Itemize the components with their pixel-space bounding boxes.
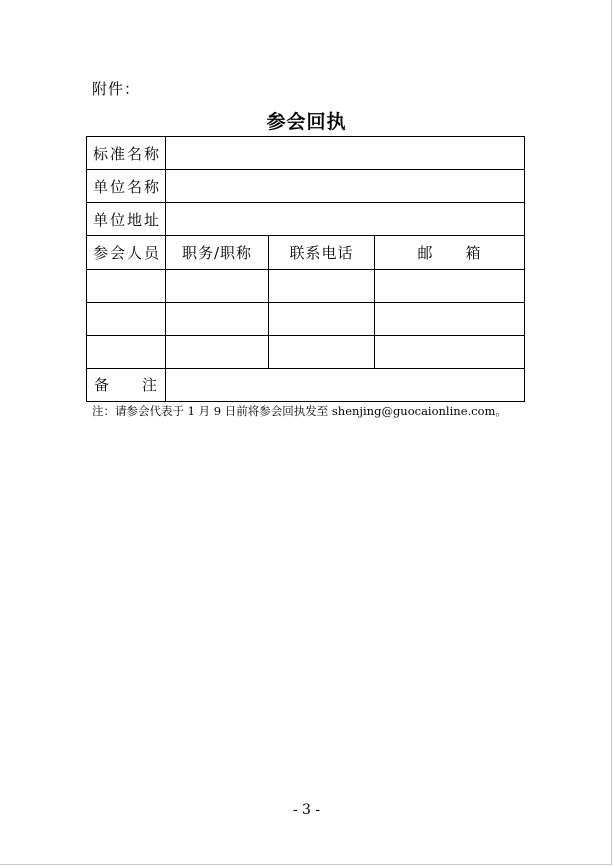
remarks-field[interactable] [166, 368, 525, 401]
attendee-row [87, 269, 525, 302]
attendee-phone-cell[interactable] [269, 269, 375, 302]
form-title: 参会回执 [266, 111, 347, 133]
remarks-label: 备 注 [87, 368, 166, 401]
submission-note: 注：请参会代表于 1 月 9 日前将参会回执发至 shenjing@guocaionline.com。 [92, 404, 507, 418]
standard-name-field[interactable] [166, 137, 525, 170]
reply-form-table [86, 136, 525, 402]
attendee-position-cell[interactable] [166, 269, 269, 302]
attendee-name-cell[interactable] [87, 269, 166, 302]
attendee-email-cell[interactable] [375, 269, 525, 302]
form-row-org-name [87, 170, 525, 203]
header-email: 邮 箱 [375, 236, 525, 269]
header-attendee: 参会人员 [87, 236, 166, 269]
org-name-field[interactable] [166, 170, 525, 203]
org-name-label: 单位名称 [87, 170, 166, 203]
attendee-row [87, 335, 525, 368]
org-address-label: 单位地址 [87, 203, 166, 236]
attendee-header-row [87, 236, 525, 269]
header-position: 职务/职称 [166, 236, 269, 269]
header-phone: 联系电话 [269, 236, 375, 269]
form-row-org-address [87, 203, 525, 236]
attendee-position-cell[interactable] [166, 302, 269, 335]
remarks-row [87, 368, 525, 401]
org-address-field[interactable] [166, 203, 525, 236]
form-row-standard-name [87, 137, 525, 170]
attendee-name-cell[interactable] [87, 335, 166, 368]
standard-name-label: 标准名称 [87, 137, 166, 170]
attachment-label: 附件： [92, 80, 141, 98]
attendee-name-cell[interactable] [87, 302, 166, 335]
attendee-phone-cell[interactable] [269, 302, 375, 335]
attendee-phone-cell[interactable] [269, 335, 375, 368]
attendee-email-cell[interactable] [375, 302, 525, 335]
page-number: - 3 - [292, 802, 321, 818]
attendee-row [87, 302, 525, 335]
attendee-email-cell[interactable] [375, 335, 525, 368]
attendee-position-cell[interactable] [166, 335, 269, 368]
